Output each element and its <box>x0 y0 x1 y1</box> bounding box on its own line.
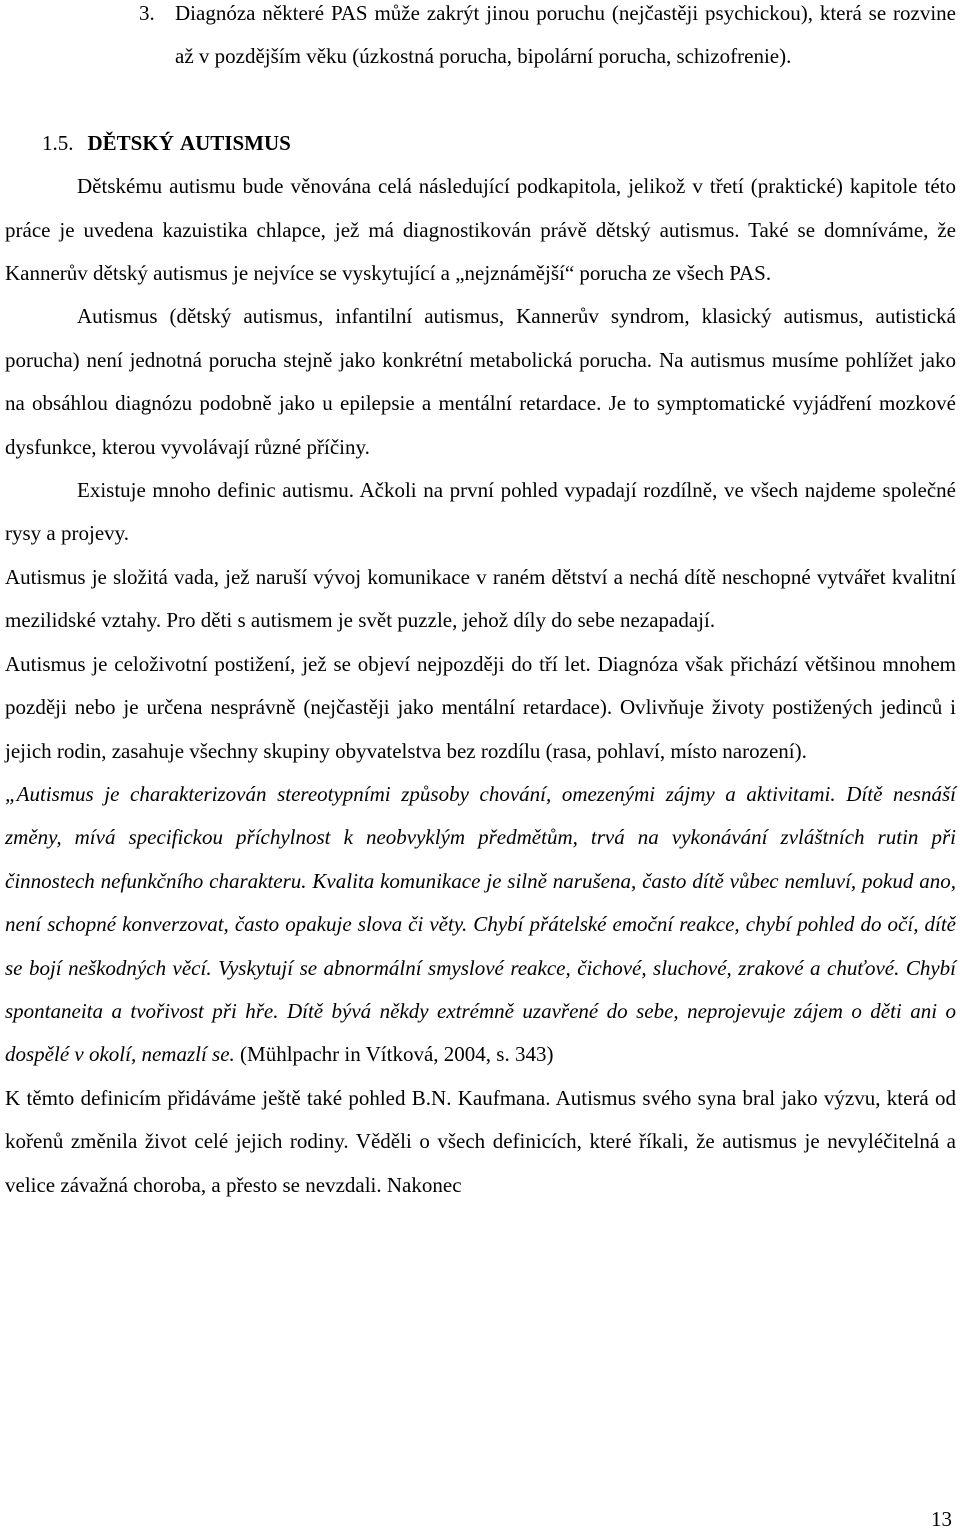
section-number: 1.5. <box>42 130 74 155</box>
document-page <box>5 0 956 1207</box>
paragraph-definitions-count: Existuje mnoho definic autismu. Ačkoli na první pohled vypadají rozdílně, ve všech najdeme společné rysy a projevy. <box>5 478 956 546</box>
section-title: DĚTSKÝ AUTISMUS <box>87 130 291 155</box>
quote-text: „Autismus je charakterizován stereotypními způsoby chování, omezenými zájmy a aktivitami. Dítě nesnáší změny, mívá specifickou příchylnost k neobvyklým předmětům, trvá na vykonávání zvláštních rutin při činnostech nefunkčního charakteru. Kvalita komunikace je silně narušena, často dítě vůbec nemluví, pokud ano, není schopné konverzovat, často opakuje slova či věty. Chybí přátelské emoční reakce, chybí pohled do očí, dítě se bojí neškodných věcí. Vyskytují se abnormální smyslové reakce, čichové, sluchové, zrakové a chuťové. Chybí spontaneita a tvořivost při hře. Dítě bývá někdy extrémně uzavřené do sebe, neprojevuje zájem o děti ani o dospělé v okolí, nemazlí se. <box>5 781 956 1067</box>
paragraph-complex-disorder: Autismus je složitá vada, jež naruší vývoj komunikace v raném dětství a nechá dítě neschopné vytvářet kvalitní mezilidské vztahy. Pro děti s autismem je svět puzzle, jehož díly do sebe nezapadají. <box>5 564 956 633</box>
list-item-text: Diagnóza některé PAS může zakrýt jinou poruchu (nejčastěji psychickou), která se rozvine až v pozdějším věku (úzkostná porucha, bipolární porucha, schizofrenie). <box>175 1 956 69</box>
quote-paragraph <box>5 773 956 1077</box>
paragraph-lifelong: Autismus je celoživotní postižení, jež se objeví nejpozději do tří let. Diagnóza však přichází většinou mnohem později nebo je určena nesprávně (nejčastěji jako mentální retardace). Ovlivňuje životy postižených jedinců i jejich rodin, zasahuje všechny skupiny obyvatelstva bez rozdílu (rasa, pohlaví, místo narození). <box>5 651 956 763</box>
section-heading <box>5 122 956 165</box>
page-number: 13 <box>931 1507 952 1531</box>
paragraph-kaufman: K těmto definicím přidáváme ještě také pohled B.N. Kaufmana. Autismus svého syna bral jako výzvu, která od kořenů změnila život celé jejich rodiny. Věděli o všech definicích, které říkali, že autismus je nevyléčitelná a velice závažná choroba, a přesto se nevzdali. Nakonec <box>5 1085 956 1197</box>
quote-citation: (Mühlpachr in Vítková, 2004, s. 343) <box>234 1042 554 1067</box>
list-item-number: 3. <box>139 1 155 25</box>
list-item <box>5 0 956 79</box>
paragraph-definition: Autismus (dětský autismus, infantilní autismus, Kannerův syndrom, klasický autismus, autistická porucha) není jednotná porucha stejně jako konkrétní metabolická porucha. Na autismus musíme pohlížet jako na obsáhlou diagnózu podobně jako u epilepsie a mentální retardace. Je to symptomatické vyjádření mozkové dysfunkce, kterou vyvolávají různé příčiny. <box>5 304 956 459</box>
paragraph-intro: Dětskému autismu bude věnována celá následující podkapitola, jelikož v třetí (praktické) kapitole této práce je uvedena kazuistika chlapce, jež má diagnostikován právě dětský autismus. Také se domníváme, že Kannerův dětský autismus je nejvíce se vyskytující a „nejznámější“ porucha ze všech PAS. <box>5 174 956 286</box>
